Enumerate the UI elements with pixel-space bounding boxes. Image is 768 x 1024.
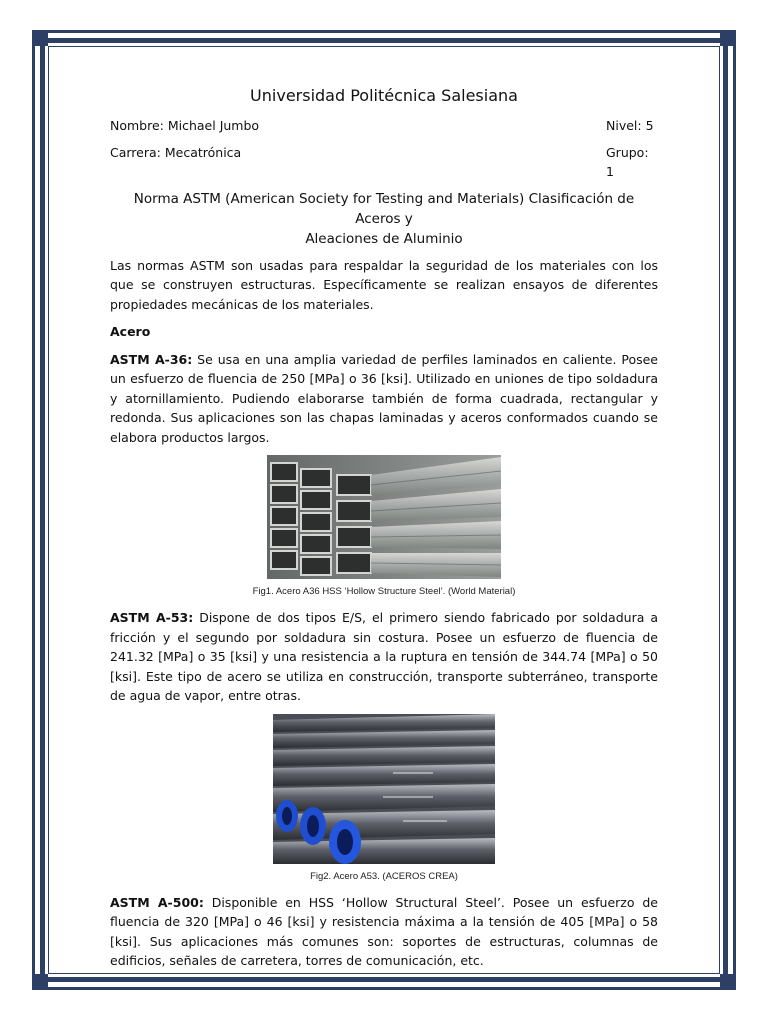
heading-line-1: Norma ASTM (American Society for Testing and Materials) Clasificación de Aceros y [133,190,635,227]
heading-line-2: Aleaciones de Aluminio [305,230,463,247]
steel-channel-beams-image [267,455,501,579]
border-corner [34,32,48,46]
document-heading [110,189,658,249]
intro-paragraph: Las normas ASTM son usadas para respaldar la seguridad de los materiales con los que se construyen estructuras. Específicamente se realizan ensayos de diferentes propiedades mecánicas de los materiales. [110,257,658,312]
a36-paragraph [110,350,658,448]
figure-1-caption: Fig1. Acero A36 HSS ‘Hollow Structure Steel’. (World Material) [252,586,516,597]
figure-2 [110,714,658,864]
meta-row-career [110,143,658,181]
a36-label: ASTM A-36: [110,351,193,367]
a500-label: ASTM A-500: [110,894,204,910]
a500-paragraph [110,893,658,971]
a53-label: ASTM A-53: [110,610,194,625]
section-heading-acero: Acero [110,324,151,339]
student-level: Nivel: 5 [606,117,654,133]
student-name: Nombre: Michael Jumbo [110,117,260,133]
figure-1 [110,455,658,579]
border-corner [720,974,734,988]
meta-row-name [110,116,658,135]
university-title: Universidad Politécnica Salesiana [250,86,518,105]
a53-paragraph [110,608,658,706]
a500-text: Disponible en HSS ‘Hollow Structural Steel’. Posee un esfuerzo de fluencia de 320 [MPa] o 46 [ksi] y resistencia máxima a la tensión de 405 [MPa] o 58 [ksi]. Sus aplicaciones más comunes son: soportes de estructuras, columnas de edificios, señales de carretera, torres de comunicación, etc. [110,894,659,968]
a36-text: Se usa en una amplia variedad de perfiles laminados en caliente. Posee un esfuerzo de fluencia de 250 [MPa] o 36 [ksi]. Utilizado en uniones de tipo soldadura y atornillamiento. Pudiendo elaborarse también de forma cuadrada, rectangular y redonda. Sus aplicaciones son las chapas laminadas y aceros conformados cuando se elabora productos largos. [110,351,659,445]
a53-text: Dispone de dos tipos E/S, el primero siendo fabricado por soldadura a fricción y el segundo por soldadura sin costura. Posee un esfuerzo de fluencia de 241.32 [MPa] o 35 [ksi] y una resistencia a la ruptura en tensión de 344.74 [MPa] o 50 [ksi]. Este tipo de acero se utiliza en construcción, transporte subterráneo, transporte de agua de vapor, entre otras. [110,610,658,703]
steel-pipes-image [273,714,495,864]
document-body [110,86,658,979]
border-corner [34,974,48,988]
figure-2-caption: Fig2. Acero A53. (ACEROS CREA) [310,870,458,882]
student-career: Carrera: Mecatrónica [110,144,242,160]
border-corner [720,32,734,46]
student-group: Grupo: 1 [606,144,649,179]
